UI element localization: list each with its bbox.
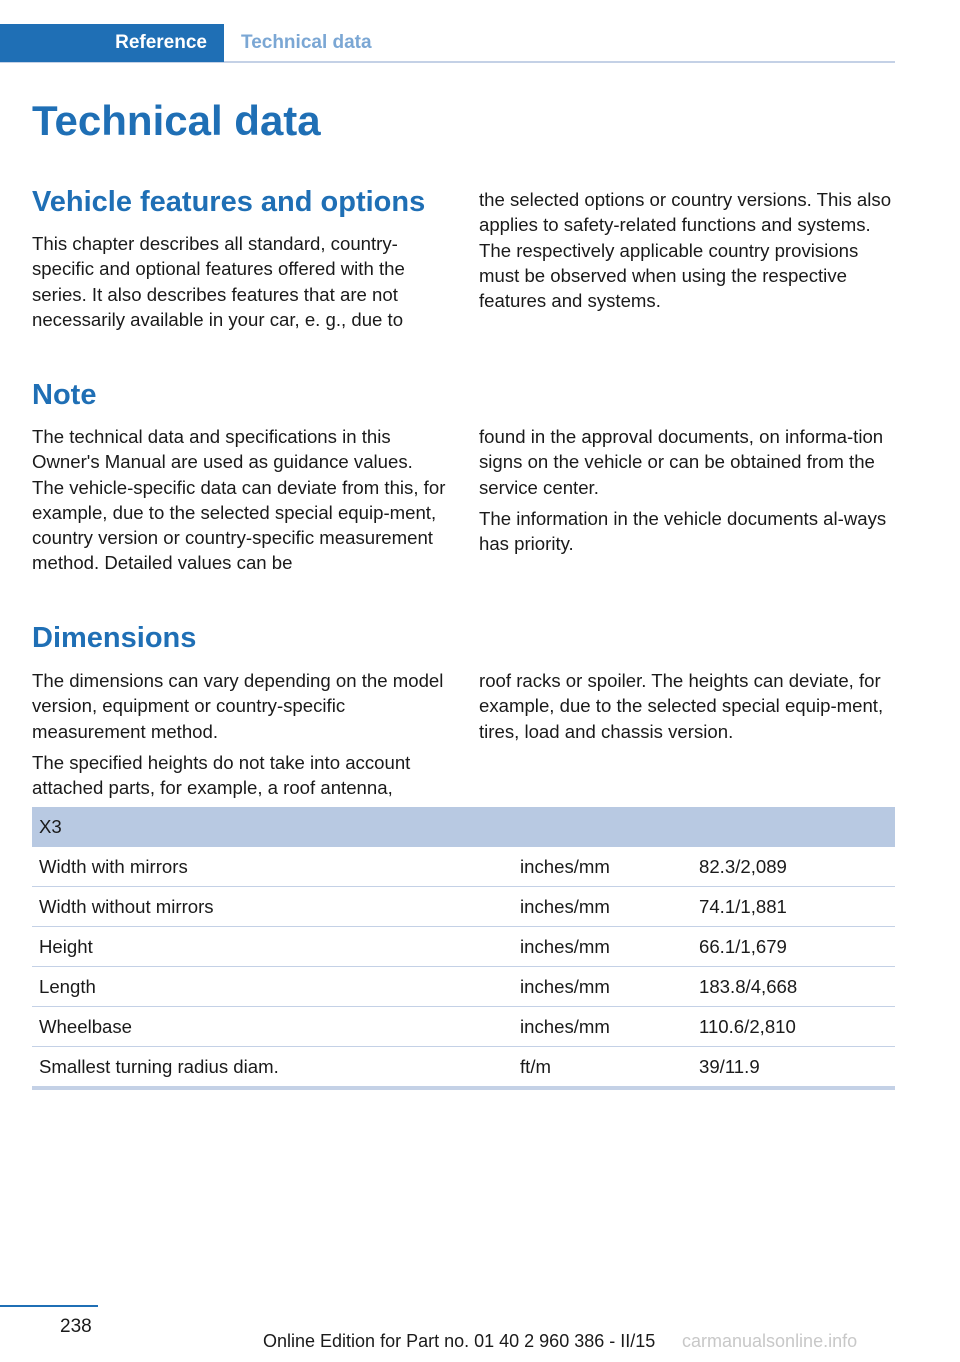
row-label: Width without mirrors xyxy=(32,887,513,927)
watermark: carmanualsonline.info xyxy=(682,1331,858,1351)
paragraph: The technical data and specifications in this Owner's Manual are used as guidance values. The vehicle-specific data can deviate from this, for example, due to the selected special equip-ment, country version or country-specific measurement method. Detailed values can be xyxy=(32,426,446,574)
row-label: Length xyxy=(32,967,513,1007)
row-value: 110.6/2,810 xyxy=(692,1007,895,1047)
header-section-tab[interactable]: Reference xyxy=(0,24,224,62)
row-unit: inches/mm xyxy=(513,1007,692,1047)
row-unit: ft/m xyxy=(513,1047,692,1089)
paragraph: the selected options or country versions. This also applies to safety-related functions and systems. The respectively applicable country provisions must be observed when using the respective features and systems. xyxy=(479,189,892,312)
row-value: 82.3/2,089 xyxy=(692,847,895,887)
row-value: 183.8/4,668 xyxy=(692,967,895,1007)
paragraph: roof racks or spoiler. The heights can deviate, for example, due to the selected special equip-ment, tires, load and chassis version. xyxy=(479,670,884,742)
paragraph: found in the approval documents, on informa-tion signs on the vehicle or can be obtained from the service center. xyxy=(479,426,884,498)
vehicle-features-left-column xyxy=(32,231,446,338)
dimensions-table xyxy=(32,807,895,1090)
paragraph: The information in the vehicle documents al-ways has priority. xyxy=(479,507,887,555)
edition-note: Online Edition for Part no. 01 40 2 960 386 - II/15 xyxy=(263,1331,656,1351)
footer-rule xyxy=(0,1305,98,1307)
note-right-column xyxy=(479,424,895,562)
paragraph: The dimensions can vary depending on the model version, equipment or country-specific measurement method. xyxy=(32,670,444,742)
header-bar xyxy=(0,24,895,63)
table-row xyxy=(32,887,895,927)
dimensions-right-column xyxy=(479,668,895,750)
table-row xyxy=(32,847,895,887)
heading-note: Note xyxy=(32,379,97,411)
row-label: Smallest turning radius diam. xyxy=(32,1047,513,1089)
row-label: Width with mirrors xyxy=(32,847,513,887)
table-row xyxy=(32,1007,895,1047)
dimensions-left-column xyxy=(32,668,446,806)
row-value: 39/11.9 xyxy=(692,1047,895,1089)
header-chapter-tab[interactable]: Technical data xyxy=(241,32,372,53)
row-value: 74.1/1,881 xyxy=(692,887,895,927)
table-header-row xyxy=(32,807,895,847)
note-left-column xyxy=(32,424,446,582)
paragraph: This chapter describes all standard, country-specific and optional features offered with the series. It also describes features that are not necessarily available in your car, e. g., due to xyxy=(32,233,405,330)
table-header-model: X3 xyxy=(32,807,895,847)
table-row xyxy=(32,1047,895,1089)
row-value: 66.1/1,679 xyxy=(692,927,895,967)
vehicle-features-right-column xyxy=(479,187,895,319)
row-unit: inches/mm xyxy=(513,927,692,967)
page-number: 238 xyxy=(60,1316,92,1337)
row-label: Wheelbase xyxy=(32,1007,513,1047)
table-row xyxy=(32,967,895,1007)
page-title: Technical data xyxy=(32,97,321,144)
heading-dimensions: Dimensions xyxy=(32,622,197,654)
paragraph: The specified heights do not take into account attached parts, for example, a roof antenna, xyxy=(32,751,411,799)
row-unit: inches/mm xyxy=(513,967,692,1007)
table-row xyxy=(32,927,895,967)
heading-vehicle-features: Vehicle features and options xyxy=(32,186,426,218)
row-unit: inches/mm xyxy=(513,847,692,887)
row-unit: inches/mm xyxy=(513,887,692,927)
row-label: Height xyxy=(32,927,513,967)
